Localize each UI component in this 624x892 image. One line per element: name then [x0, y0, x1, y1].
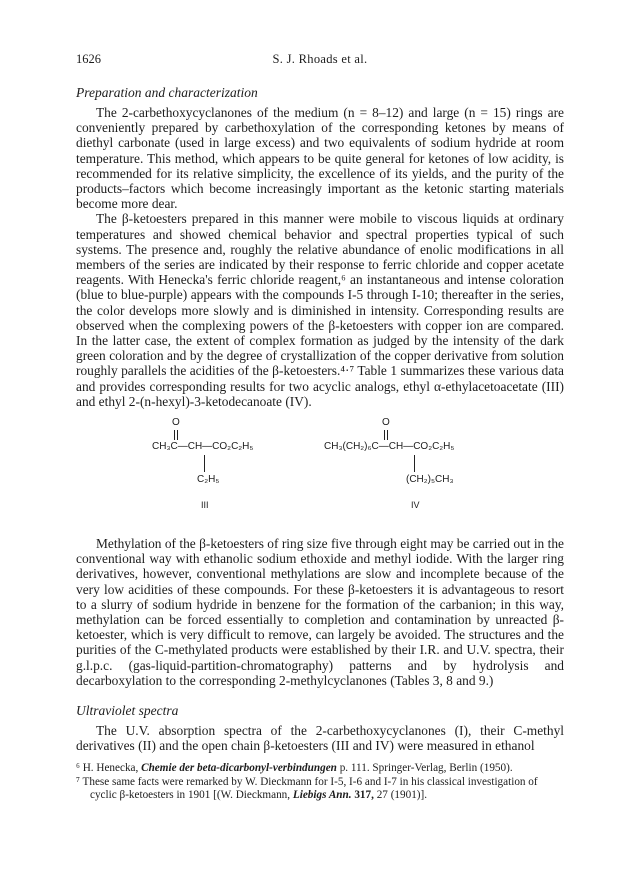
paragraph-methylation: Methylation of the β-ketoesters of ring size five through eight may be carried out in the conventional way with ethanolic sodium ethoxide and methyl iodide. With the larger ring derivatives, however, conventional methylations are slow and incomplete because of the very low acidities of these compounds. For these β-ketoesters it is advantageous to resort to a slurry of sodium hydride in benzene for the formation of the carbanion; in this way, methylation can be forced essentially to completion and contamination by unreacted β-ketoester, which is very difficult to remove, can largely be avoided. The structures and the purities of the C-methylated products were established by their I.R. and U.V. spectra, their g.l.p.c. (gas-liquid-partition-chromatography) patterns and by hydrolysis and decarboxylation to the corresponding 2-methylcyclanones (Tables 3, 8 and 9.) [76, 536, 564, 688]
footnote-7-volume: 317, [354, 788, 374, 801]
footnote-6-marker: ⁶ [76, 761, 80, 774]
formula-iii-chain: CH₃C—CH—CO₂C₂H₅ [152, 441, 254, 453]
formula-iv-bond [414, 455, 415, 472]
formula-iii-substituent: C₂H₅ [197, 474, 220, 486]
running-title: S. J. Rhoads et al. [272, 52, 368, 66]
paragraph-preparation: The 2-carbethoxycyclanones of the medium (n = 8–12) and large (n = 15) rings are conveniently prepared by carbethoxylation of the corresponding ketones by means of diethyl carbonate (used in large excess) and two equivalents of sodium hydride at room temperature. This method, which appears to be quite general for ketones of low acidity, is recommended for its relative simplicity, the excellence of its yields, and the purity of the products–factors which become increasingly important as the ketonic starting materials become more dear. [76, 105, 564, 212]
footnote-7-journal: Liebigs Ann. [292, 788, 352, 801]
footnote-7-text: These same facts were remarked by W. Dieckmann for I-5, I-6 and I-7 in his classical investigation of cyclic β-ketoesters in 1901 [(W. Dieckmann, [82, 775, 538, 801]
footnote-7 [76, 776, 564, 802]
footnote-6 [76, 762, 564, 775]
footnote-7-marker: ⁷ [76, 775, 80, 788]
formula-iii-carbonyl-oxygen: O [172, 417, 180, 429]
formula-iii-label: III [201, 500, 209, 511]
formula-iii-double-bond-2 [177, 430, 178, 440]
paragraph-ketoesters: The β-ketoesters prepared in this manner were mobile to viscous liquids at ordinary temperatures and showed chemical behavior and spectral properties typical of such systems. The presence and, roughly the relative abundance of enolic modifications in all members of the series are indicated by their response to ferric chloride and copper acetate reagents. With Henecka's ferric chloride reagent,⁶ an instantaneous and intense coloration (blue to blue-purple) appears with the compounds I-5 through I-10; thereafter in the series, the color develops more slowly and is diminished in intensity. Corresponding results are observed when the complexing powers of the β-ketoesters with copper ion are compared. In the latter case, the extent of complex formation as judged by the intensity of the dark green coloration and by the degree of crystallization of the copper derivative from solution roughly parallels the acidities of the β-ketoesters.⁴·⁷ Table 1 summarizes these various data and provides corresponding results for two acyclic analogs, ethyl α-ethylacetoacetate (III) and ethyl 2-(n-hexyl)-3-ketodecanoate (IV). [76, 211, 564, 409]
formula-iii-bond [204, 455, 205, 472]
section-heading-preparation: Preparation and characterization [76, 85, 258, 100]
footnote-6-author: H. Henecka, [82, 761, 139, 774]
formula-iii-double-bond [174, 430, 175, 440]
formula-iv-label: IV [411, 500, 420, 511]
section-heading-ultraviolet: Ultraviolet spectra [76, 703, 179, 719]
footnote-7-rest: 27 (1901)]. [376, 788, 428, 801]
footnote-6-rest: p. 111. Springer-Verlag, Berlin (1950). [339, 761, 513, 774]
formula-iv-double-bond-2 [387, 430, 388, 440]
footnote-6-title: Chemie der beta-dicarbonyl-verbindungen [141, 761, 337, 774]
formula-iv-double-bond [384, 430, 385, 440]
formula-iv-substituent: (CH₂)₅CH₃ [406, 474, 454, 486]
paragraph-ultraviolet: The U.V. absorption spectra of the 2-carbethoxycyclanones (I), their C-methyl derivatives (II) and the open chain β-ketoesters (III and IV) were measured in ethanol [76, 723, 564, 754]
page-number: 1626 [76, 52, 101, 66]
running-head [76, 52, 564, 70]
footnotes [76, 762, 564, 802]
formula-iv-carbonyl-oxygen: O [382, 417, 390, 429]
structural-formulas [76, 417, 564, 530]
formula-iv-chain: CH₃(CH₂)₆C—CH—CO₂C₂H₅ [324, 441, 455, 453]
